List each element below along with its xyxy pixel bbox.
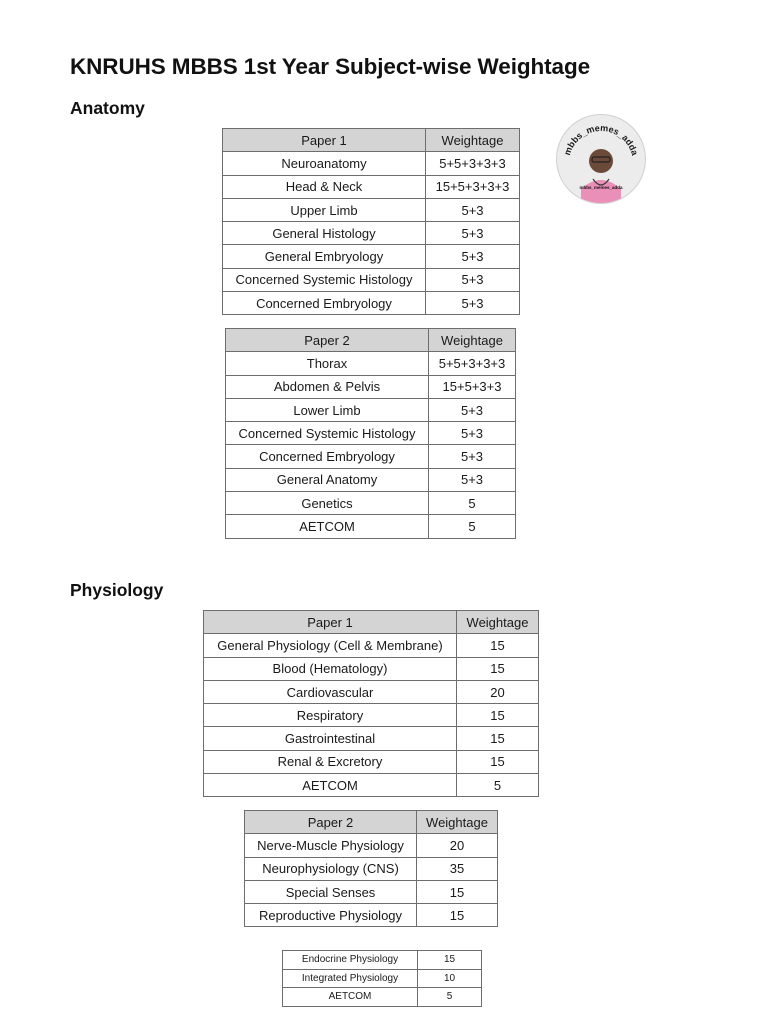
weightage-cell: 5+3 (426, 222, 520, 245)
section-heading-anatomy: Anatomy (70, 98, 145, 118)
topic-cell: Reproductive Physiology (245, 904, 417, 927)
table-row (245, 880, 498, 903)
header-paper: Paper 2 (245, 811, 417, 834)
weightage-cell: 15 (457, 750, 539, 773)
topic-cell: General Physiology (Cell & Membrane) (204, 634, 457, 657)
weightage-cell: 20 (457, 680, 539, 703)
weightage-cell: 5 (429, 492, 516, 515)
header-weightage: Weightage (429, 329, 516, 352)
physiology-paper2-table (244, 810, 498, 927)
header-paper: Paper 1 (204, 611, 457, 634)
table-row (283, 951, 482, 970)
table-row (245, 857, 498, 880)
table-row (226, 398, 516, 421)
weightage-cell: 15 (457, 704, 539, 727)
header-paper: Paper 1 (223, 129, 426, 152)
table-row (283, 969, 482, 988)
topic-cell: General Anatomy (226, 468, 429, 491)
table-row (226, 515, 516, 538)
topic-cell: Neurophysiology (CNS) (245, 857, 417, 880)
table-row (226, 468, 516, 491)
topic-cell: General Histology (223, 222, 426, 245)
topic-cell: General Embryology (223, 245, 426, 268)
anatomy-paper1-table (222, 128, 520, 315)
topic-cell: AETCOM (226, 515, 429, 538)
weightage-cell: 20 (417, 834, 498, 857)
weightage-cell: 15+5+3+3+3 (426, 175, 520, 198)
weightage-cell: 15 (417, 880, 498, 903)
topic-cell: AETCOM (283, 988, 418, 1007)
topic-cell: Integrated Physiology (283, 969, 418, 988)
weightage-cell: 15 (417, 904, 498, 927)
table-row (226, 352, 516, 375)
table-row (226, 375, 516, 398)
weightage-cell: 5+3 (429, 422, 516, 445)
topic-cell: Concerned Embryology (226, 445, 429, 468)
table-row (204, 680, 539, 703)
table-row (204, 774, 539, 797)
weightage-cell: 5+3 (429, 445, 516, 468)
table-row (223, 245, 520, 268)
table-header-row (223, 129, 520, 152)
weightage-cell: 15+5+3+3 (429, 375, 516, 398)
table-row (204, 704, 539, 727)
logo-badge (556, 114, 646, 204)
table-header-row (245, 811, 498, 834)
table-row (226, 492, 516, 515)
table-row (223, 198, 520, 221)
table-row (226, 422, 516, 445)
table-row (245, 834, 498, 857)
topic-cell: AETCOM (204, 774, 457, 797)
table-row (204, 727, 539, 750)
table-row (204, 634, 539, 657)
topic-cell: Blood (Hematology) (204, 657, 457, 680)
topic-cell: Head & Neck (223, 175, 426, 198)
weightage-cell: 5 (429, 515, 516, 538)
table-row (223, 292, 520, 315)
topic-cell: Lower Limb (226, 398, 429, 421)
weightage-cell: 5+3 (426, 245, 520, 268)
topic-cell: Renal & Excretory (204, 750, 457, 773)
topic-cell: Thorax (226, 352, 429, 375)
header-weightage: Weightage (457, 611, 539, 634)
section-heading-physiology: Physiology (70, 580, 164, 600)
table-row (204, 750, 539, 773)
weightage-cell: 5 (457, 774, 539, 797)
header-paper: Paper 2 (226, 329, 429, 352)
header-weightage: Weightage (417, 811, 498, 834)
table-row (223, 175, 520, 198)
table-row (245, 904, 498, 927)
badge-arc-text: mbbs_memes_adda (562, 122, 640, 157)
table-row (204, 657, 539, 680)
table-row (223, 152, 520, 175)
topic-cell: Cardiovascular (204, 680, 457, 703)
weightage-cell: 5+3 (426, 198, 520, 221)
weightage-cell: 5 (418, 988, 482, 1007)
weightage-cell: 35 (417, 857, 498, 880)
topic-cell: Neuroanatomy (223, 152, 426, 175)
topic-cell: Abdomen & Pelvis (226, 375, 429, 398)
topic-cell: Concerned Systemic Histology (226, 422, 429, 445)
topic-cell: Genetics (226, 492, 429, 515)
weightage-cell: 5+3 (426, 268, 520, 291)
topic-cell: Nerve-Muscle Physiology (245, 834, 417, 857)
weightage-cell: 5+3 (429, 468, 516, 491)
weightage-cell: 15 (457, 634, 539, 657)
page-title: KNRUHS MBBS 1st Year Subject-wise Weightage (70, 54, 591, 79)
topic-cell: Concerned Embryology (223, 292, 426, 315)
badge-caption: mbbs_memes_adda (579, 185, 623, 190)
weightage-cell: 15 (418, 951, 482, 970)
topic-cell: Special Senses (245, 880, 417, 903)
physiology-extra-table (282, 950, 482, 1007)
topic-cell: Upper Limb (223, 198, 426, 221)
weightage-cell: 10 (418, 969, 482, 988)
table-row (223, 222, 520, 245)
table-header-row (226, 329, 516, 352)
topic-cell: Endocrine Physiology (283, 951, 418, 970)
topic-cell: Concerned Systemic Histology (223, 268, 426, 291)
table-header-row (204, 611, 539, 634)
avatar-icon (557, 115, 645, 203)
weightage-cell: 15 (457, 657, 539, 680)
weightage-cell: 15 (457, 727, 539, 750)
weightage-cell: 5+5+3+3+3 (429, 352, 516, 375)
table-row (283, 988, 482, 1007)
table-row (226, 445, 516, 468)
anatomy-paper2-table (225, 328, 516, 539)
header-weightage: Weightage (426, 129, 520, 152)
topic-cell: Respiratory (204, 704, 457, 727)
topic-cell: Gastrointestinal (204, 727, 457, 750)
table-row (223, 268, 520, 291)
weightage-cell: 5+3 (429, 398, 516, 421)
physiology-paper1-table (203, 610, 539, 797)
weightage-cell: 5+5+3+3+3 (426, 152, 520, 175)
weightage-cell: 5+3 (426, 292, 520, 315)
